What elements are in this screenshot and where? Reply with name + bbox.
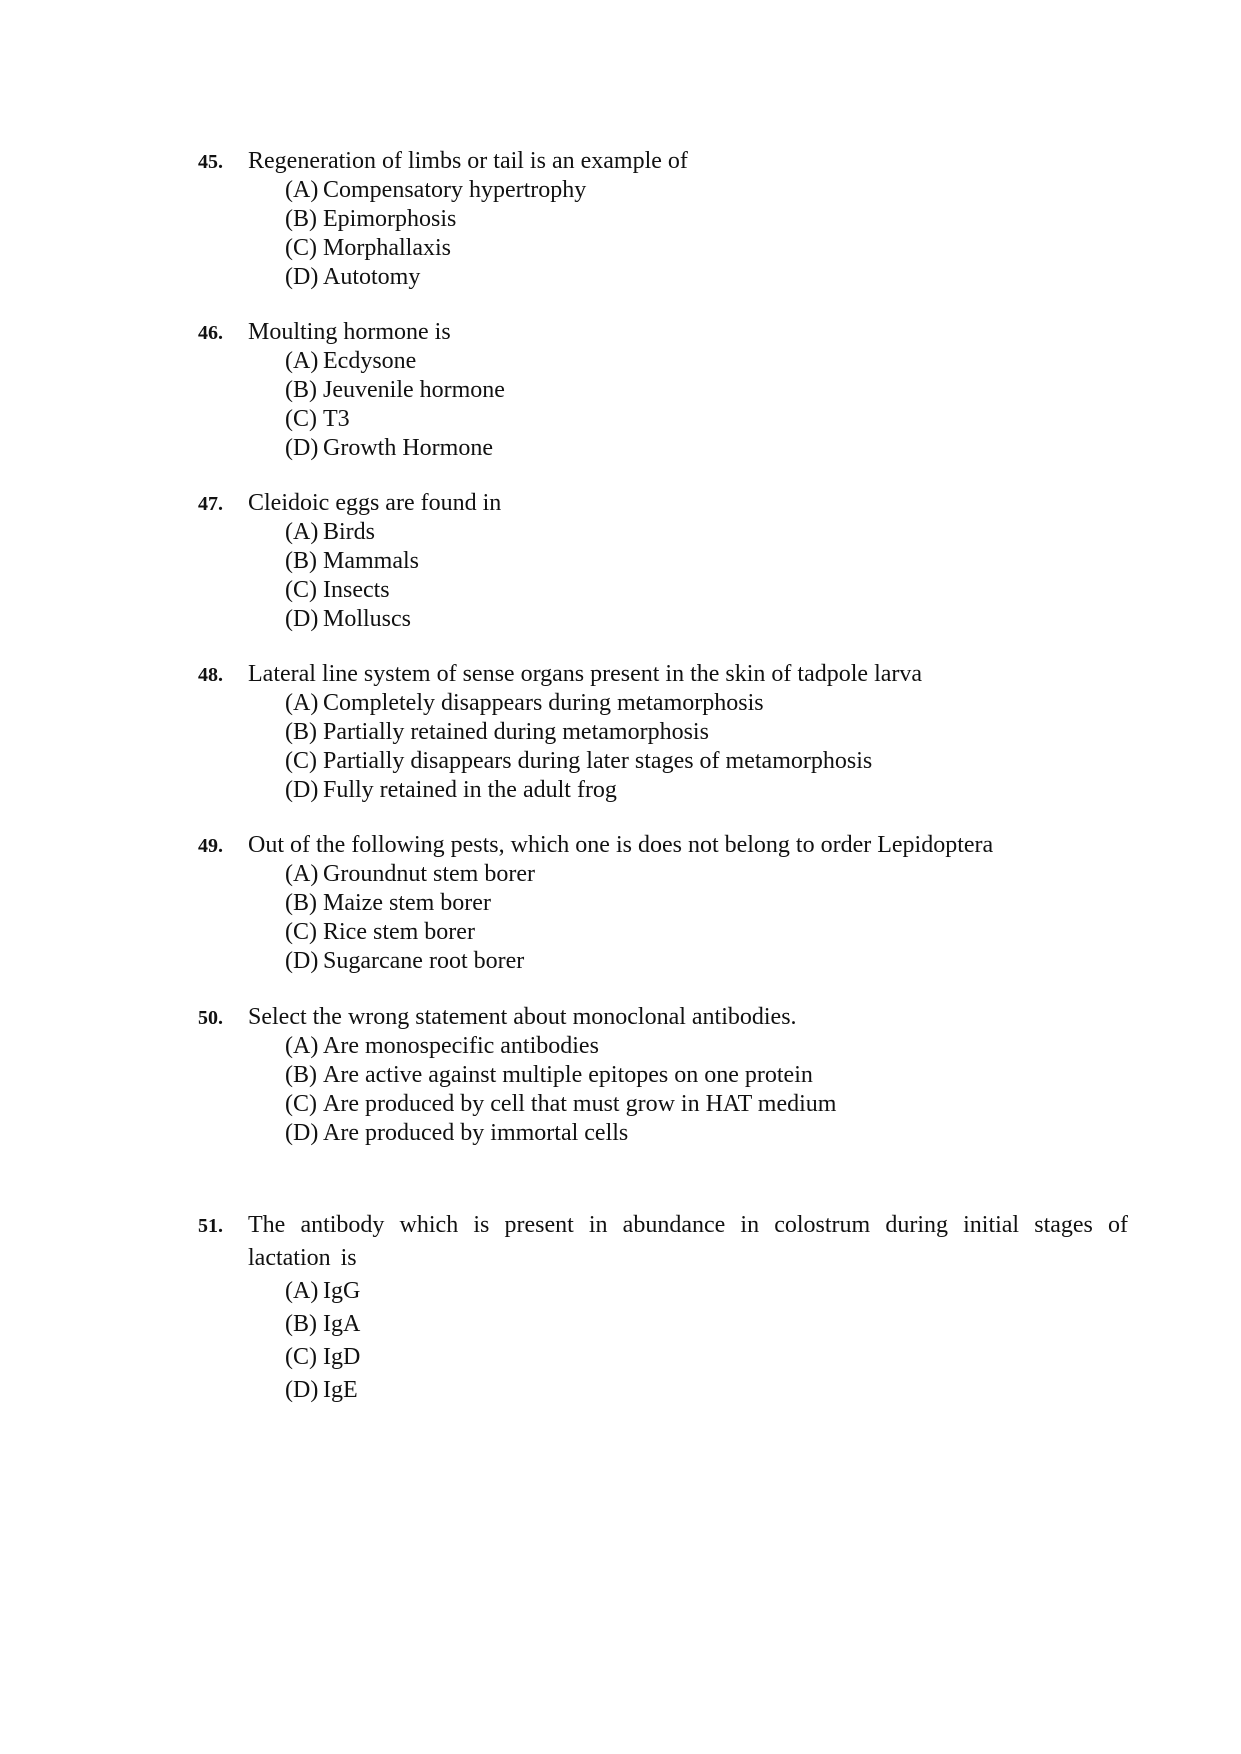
option-text: Compensatory hypertrophy <box>323 177 587 203</box>
option-label: (C) <box>285 1091 317 1117</box>
option-a <box>285 518 1128 547</box>
option-text: Fully retained in the adult frog <box>323 777 617 803</box>
question-49 <box>198 831 1128 976</box>
option-label: (A) <box>285 177 319 203</box>
option-text: Completely disappears during metamorphosis <box>323 690 764 716</box>
option-text: Rice stem borer <box>323 919 475 945</box>
option-text: Are monospecific antibodies <box>323 1033 599 1059</box>
option-text: Are produced by immortal cells <box>323 1120 629 1146</box>
option-a <box>285 1032 1128 1061</box>
question-number: 50. <box>198 1007 223 1029</box>
option-text: Autotomy <box>323 264 421 290</box>
question-text: Select the wrong statement about monoclonal antibodies. <box>248 1004 797 1030</box>
option-label: (B) <box>285 890 317 916</box>
option-b <box>285 718 1128 747</box>
option-label: (A) <box>285 519 319 545</box>
option-c <box>285 918 1128 947</box>
option-c <box>285 234 1128 263</box>
question-text: The antibody which is present in abundance in colostrum during initial stages of lactation is <box>248 1212 1128 1271</box>
option-label: (B) <box>285 719 317 745</box>
option-label: (B) <box>285 206 317 232</box>
question-number: 51. <box>198 1215 223 1237</box>
option-label: (C) <box>285 919 317 945</box>
question-text: Lateral line system of sense organs present in the skin of tadpole larva <box>248 661 923 687</box>
question-45 <box>198 147 1128 292</box>
option-label: (C) <box>285 748 317 774</box>
options-list <box>285 347 1128 463</box>
option-text: Molluscs <box>323 606 412 632</box>
option-label: (A) <box>285 690 319 716</box>
option-a <box>285 176 1128 205</box>
option-a <box>285 860 1128 889</box>
option-b <box>285 205 1128 234</box>
options-list <box>285 1032 1128 1148</box>
option-text: Birds <box>323 519 376 545</box>
option-label: (B) <box>285 548 317 574</box>
option-text: Epimorphosis <box>323 206 457 232</box>
question-46 <box>198 318 1128 463</box>
option-a <box>285 347 1128 376</box>
option-text: Ecdysone <box>323 348 417 374</box>
option-text: IgA <box>323 1311 361 1337</box>
option-text: Jeuvenile hormone <box>323 377 505 403</box>
option-text: Partially retained during metamorphosis <box>323 719 709 745</box>
option-text: T3 <box>323 406 350 432</box>
option-b <box>285 547 1128 576</box>
option-label: (D) <box>285 606 319 632</box>
options-list <box>285 860 1128 976</box>
option-label: (C) <box>285 235 317 261</box>
option-c <box>285 747 1128 776</box>
option-text: Morphallaxis <box>323 235 451 261</box>
question-text: Out of the following pests, which one is does not belong to order Lepidoptera <box>248 832 994 858</box>
option-d <box>285 434 1128 463</box>
option-d <box>285 776 1128 805</box>
option-d <box>285 947 1128 976</box>
option-d <box>285 1374 1128 1407</box>
option-label: (C) <box>285 1344 317 1370</box>
option-label: (D) <box>285 948 319 974</box>
options-list <box>285 689 1128 805</box>
option-d <box>285 1119 1128 1148</box>
question-number: 46. <box>198 322 223 344</box>
option-a <box>285 1275 1128 1308</box>
option-label: (B) <box>285 1062 317 1088</box>
option-c <box>285 405 1128 434</box>
option-label: (D) <box>285 264 319 290</box>
option-d <box>285 263 1128 292</box>
question-50 <box>198 1003 1128 1148</box>
option-b <box>285 1061 1128 1090</box>
option-text: Maize stem borer <box>323 890 491 916</box>
question-number: 49. <box>198 835 223 857</box>
option-text: Sugarcane root borer <box>323 948 525 974</box>
option-text: Partially disappears during later stages of metamorphosis <box>323 748 873 774</box>
option-label: (A) <box>285 1278 319 1304</box>
option-text: Insects <box>323 577 390 603</box>
question-text: Moulting hormone is <box>248 319 451 345</box>
option-c <box>285 1090 1128 1119</box>
option-label: (C) <box>285 406 317 432</box>
option-c <box>285 1341 1128 1374</box>
question-48 <box>198 660 1128 805</box>
option-label: (B) <box>285 1311 317 1337</box>
option-label: (D) <box>285 1377 319 1403</box>
option-text: Are active against multiple epitopes on one protein <box>323 1062 813 1088</box>
option-b <box>285 376 1128 405</box>
question-number: 45. <box>198 151 223 173</box>
option-text: IgD <box>323 1344 361 1370</box>
option-label: (A) <box>285 861 319 887</box>
option-text: Growth Hormone <box>323 435 493 461</box>
option-text: IgG <box>323 1278 361 1304</box>
options-list <box>285 1275 1128 1407</box>
option-label: (D) <box>285 777 319 803</box>
option-b <box>285 1308 1128 1341</box>
option-b <box>285 889 1128 918</box>
question-47 <box>198 489 1128 634</box>
question-51 <box>198 1209 1128 1407</box>
question-text: Regeneration of limbs or tail is an example of <box>248 148 688 174</box>
option-text: Groundnut stem borer <box>323 861 535 887</box>
options-list <box>285 518 1128 634</box>
option-d <box>285 605 1128 634</box>
question-number: 48. <box>198 664 223 686</box>
option-label: (D) <box>285 1120 319 1146</box>
option-label: (A) <box>285 348 319 374</box>
option-text: IgE <box>323 1377 358 1403</box>
options-list <box>285 176 1128 292</box>
option-a <box>285 689 1128 718</box>
option-label: (C) <box>285 577 317 603</box>
option-text: Mammals <box>323 548 419 574</box>
option-label: (D) <box>285 435 319 461</box>
option-label: (B) <box>285 377 317 403</box>
option-label: (A) <box>285 1033 319 1059</box>
question-text: Cleidoic eggs are found in <box>248 490 502 516</box>
option-c <box>285 576 1128 605</box>
question-number: 47. <box>198 493 223 515</box>
option-text: Are produced by cell that must grow in HAT medium <box>323 1091 837 1117</box>
